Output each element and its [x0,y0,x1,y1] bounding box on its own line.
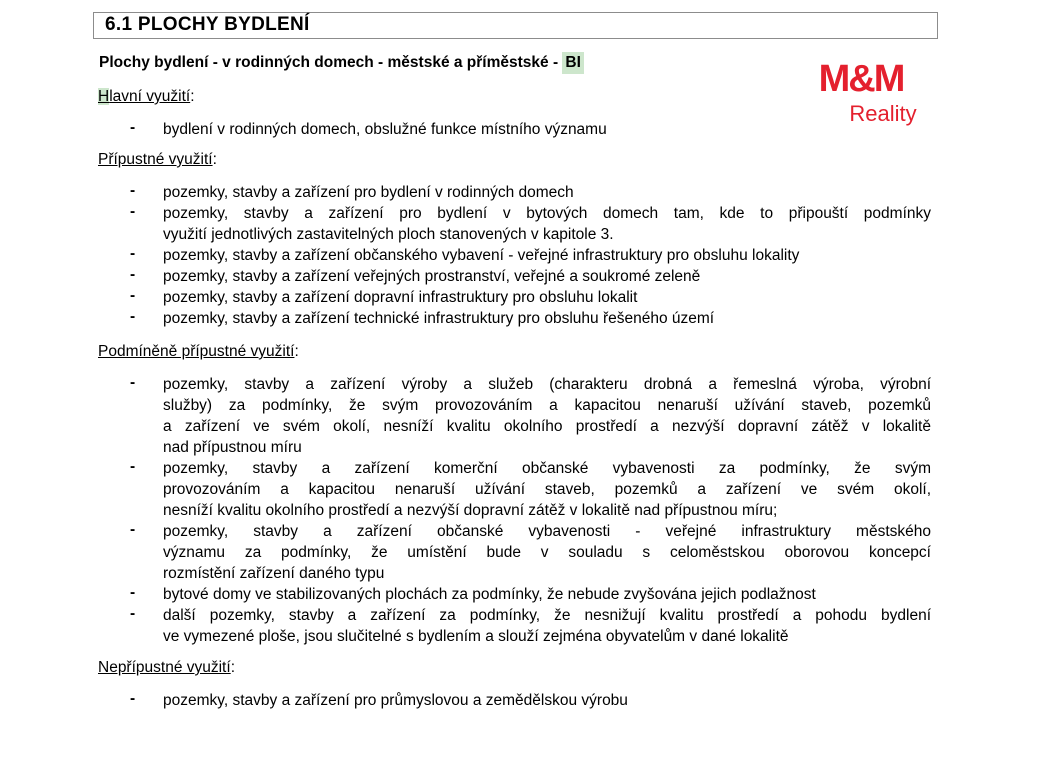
mm-reality-logo [800,58,922,128]
subtitle [99,54,584,72]
list-item-line: využití jednotlivých zastavitelných ploch stanovených v kapitole 3. [163,226,614,243]
list-item-line: provozováním a kapacitou nenaruší užívání staveb, pozemků a zařízení ve svém okolí, [163,481,931,498]
list-item [163,521,931,584]
section-label-main [98,88,195,106]
list-item [163,119,931,140]
list-item-line: pozemky, stavby a zařízení pro průmyslovou a zemědělskou výrobu [163,692,628,709]
list-bullet-dash: - [130,690,136,707]
section-label-permitted [98,151,217,169]
label-colon: : [230,659,235,676]
list-bullet-dash: - [130,203,136,220]
list-item [163,245,931,266]
label-colon: : [212,151,217,168]
list-item [163,690,931,711]
list-bullet-dash: - [130,245,136,262]
section-label-main-text: lavní využití [109,88,191,105]
list-item-line: pozemky, stavby a zařízení pro bydlení v rodinných domech [163,184,574,201]
list-item [163,584,931,605]
list-bullet-dash: - [130,458,136,475]
logo-brand-text: M&M [818,58,904,100]
list-item [163,374,931,458]
list-item-line: pozemky, stavby a zařízení komerční občanské vybavenosti za podmínky, že svým [163,460,931,477]
section-label-permitted-text: Přípustné využití [98,151,213,168]
list-item-line: pozemky, stavby a zařízení dopravní infrastruktury pro obsluhu lokalit [163,289,638,306]
list-item-line: pozemky, stavby a zařízení pro bydlení v bytových domech tam, kde to připouští podmínky [163,205,931,222]
list-bullet-dash: - [130,182,136,199]
section-label-prohibited [98,659,235,677]
section-label-prohibited-text: Nepřípustné využití [98,659,231,676]
section-heading-box [93,12,938,39]
list-item-line: pozemky, stavby a zařízení veřejných prostranství, veřejné a soukromé zeleně [163,268,701,285]
highlighted-letter: H [98,88,110,105]
list-item-line: nesníží kvalitu okolního prostředí a nezvýší dopravní zátěž v lokalitě nad přípustnou míru; [163,502,778,519]
section-heading: 6.1 PLOCHY BYDLENÍ [105,14,310,35]
list-item-line: významu za podmínky, že umístění bude v souladu s celoměstskou oborovou koncepcí [163,544,931,561]
list-item-line: bydlení v rodinných domech, obslužné funkce místního významu [163,121,607,138]
subtitle-text: Plochy bydlení - v rodinných domech - městské a příměstské - [99,54,563,71]
list-item [163,266,931,287]
list-bullet-dash: - [130,287,136,304]
list-item [163,605,931,647]
list-bullet-dash: - [130,119,136,136]
list-item [163,182,931,203]
list-bullet-dash: - [130,266,136,283]
section-label-conditional-text: Podmíněně přípustné využití [98,343,295,360]
list-item-line: pozemky, stavby a zařízení občanské vybavenosti - veřejné infrastruktury městského [163,523,931,540]
list-bullet-dash: - [130,308,136,325]
zone-code-highlight: BI [562,52,584,74]
list-item-line: pozemky, stavby a zařízení výroby a služeb (charakteru drobná a řemeslná výroba, výrobní [163,376,931,393]
list-item [163,308,931,329]
list-item-line: pozemky, stavby a zařízení občanského vybavení - veřejné infrastruktury pro obsluhu lokality [163,247,800,264]
section-label-conditional [98,343,299,361]
list-bullet-dash: - [130,605,136,622]
list-item-line: bytové domy ve stabilizovaných plochách za podmínky, že nebude zvyšována jejich podlažnost [163,586,816,603]
list-item-line: a zařízení ve svém okolí, nesníží kvalitu okolního prostředí a nezvýší dopravní zátěž v lokalitě [163,418,931,435]
list-bullet-dash: - [130,374,136,391]
label-colon: : [294,343,299,360]
list-item-line: ve vymezené ploše, jsou slučitelné s bydlením a slouží zejména obyvatelům v dané lokalitě [163,628,789,645]
list-item-line: rozmístění zařízení daného typu [163,565,385,582]
logo-sub-text: Reality [849,101,917,126]
list-item [163,287,931,308]
list-item-line: nad přípustnou míru [163,439,302,456]
list-item [163,458,931,521]
list-item-line: další pozemky, stavby a zařízení za podmínky, že nesnižují kvalitu prostředí a pohodu bydlení [163,607,931,624]
list-item [163,203,931,245]
label-colon: : [190,88,195,105]
list-bullet-dash: - [130,584,136,601]
list-bullet-dash: - [130,521,136,538]
list-item-line: služby) za podmínky, že svým provozováním a kapacitou nenaruší užívání staveb, pozemků [163,397,931,414]
list-item-line: pozemky, stavby a zařízení technické infrastruktury pro obsluhu řešeného území [163,310,715,327]
